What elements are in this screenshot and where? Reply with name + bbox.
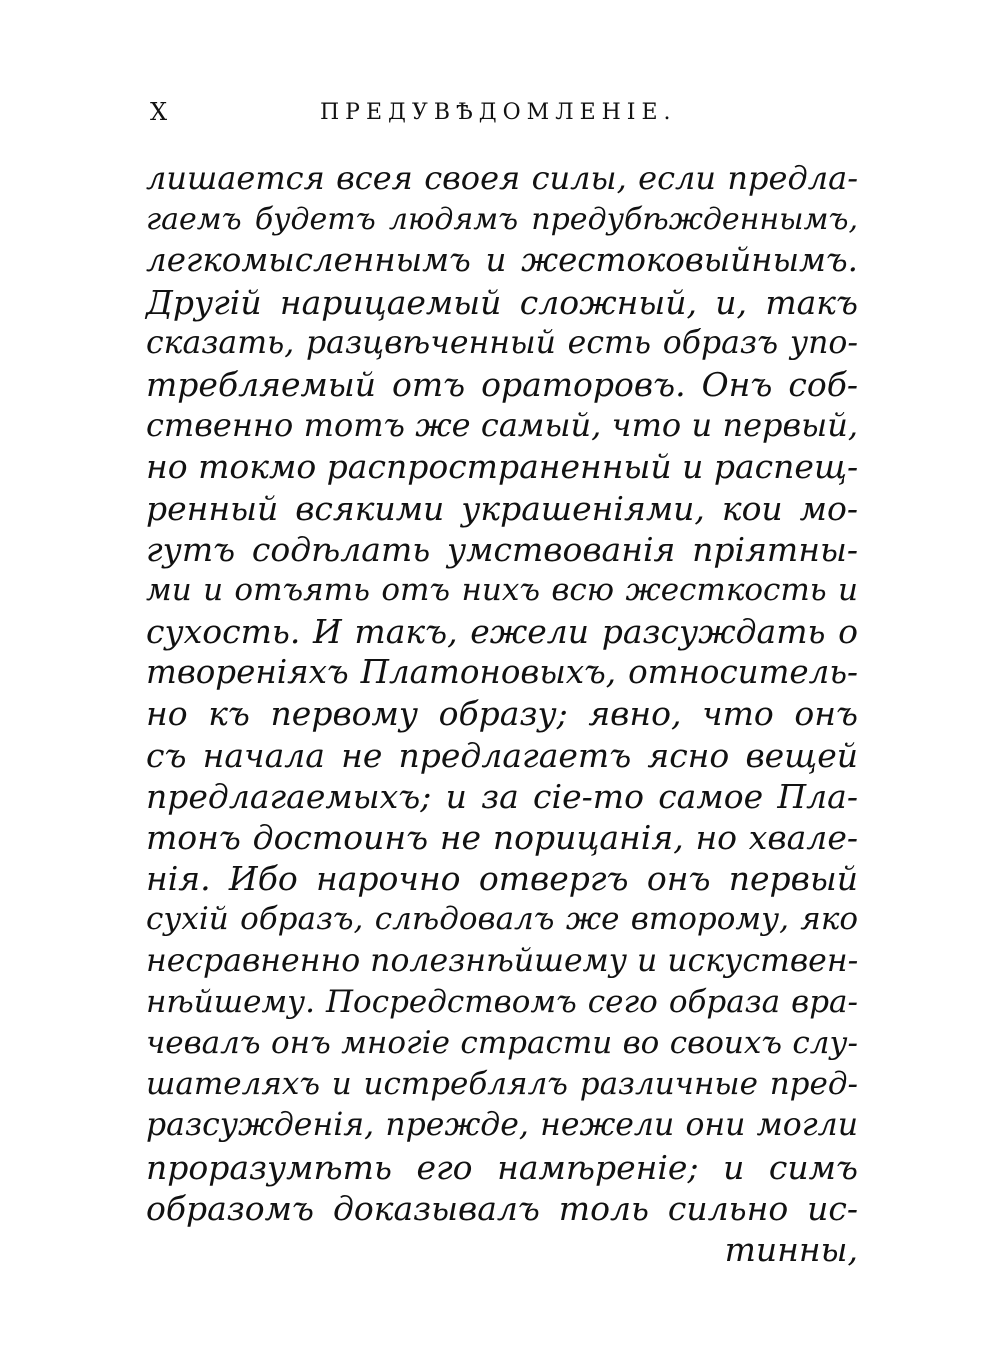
text-line: сухій образъ, слѣдовалъ же второму, яко — [146, 901, 858, 938]
text-line: Другій нарицаемый сложный, и, такъ — [146, 282, 858, 322]
text-line: требляемый отъ ораторовъ. Онъ соб- — [146, 364, 858, 404]
page-header — [150, 98, 850, 138]
text-line: ственно тотъ же самый, что и первый, — [146, 406, 858, 445]
catchword: тинны, — [724, 1229, 858, 1269]
text-line: чевалъ онъ многіе страсти во своихъ слу- — [146, 1024, 858, 1061]
text-line: разсужденія, прежде, нежели они могли — [146, 1107, 858, 1144]
text-line: сказать, разцвѣченный есть образъ упо- — [146, 324, 858, 361]
text-line: тонъ достоинъ не порицанія, но хвале- — [146, 818, 858, 857]
text-line: несравненно полезнѣйшему и искуствен- — [146, 942, 859, 979]
text-line: сухость. И такъ, ежели разсуждать о — [146, 612, 858, 652]
text-line: ренный всякими украшеніями, кои мо- — [146, 488, 858, 528]
text-line: но къ первому образу; явно, что онъ — [146, 694, 858, 734]
text-line: шателяхъ и истреблялъ различные пред- — [146, 1066, 858, 1103]
text-line: проразумѣть его намѣреніе; и симъ — [146, 1147, 858, 1187]
text-line: лишается всея своея силы, если предла- — [146, 159, 858, 197]
body-text — [146, 158, 858, 1270]
text-line: съ начала не предлагаетъ ясно вещей — [146, 735, 858, 775]
text-line: нѣйшему. Посредствомъ сего образа вра- — [146, 983, 858, 1020]
text-line: твореніяхъ Платоновыхъ, относитель- — [146, 653, 858, 692]
page-number: X — [150, 98, 170, 126]
text-line: гаемъ будетъ людямъ предубѣжденнымъ, — [146, 202, 858, 238]
text-line: но токмо распространенный и распещ- — [146, 447, 859, 487]
text-line: образомъ доказывалъ толь сильно ис- — [146, 1188, 858, 1228]
text-line: предлагаемыхъ; и за сіе-то самое Пла- — [146, 776, 858, 816]
text-line: ми и отъять отъ нихъ всю жесткость и — [146, 571, 858, 608]
text-line: легкомысленнымъ и жестоковыйнымъ. — [146, 241, 858, 280]
text-line: нія. Ибо нарочно отвергъ онъ первый — [146, 859, 858, 899]
running-head: ПРЕДУВѢДОМЛЕНІЕ. — [320, 100, 677, 125]
text-line: гутъ содѣлать умствованія пріятны- — [146, 529, 858, 569]
